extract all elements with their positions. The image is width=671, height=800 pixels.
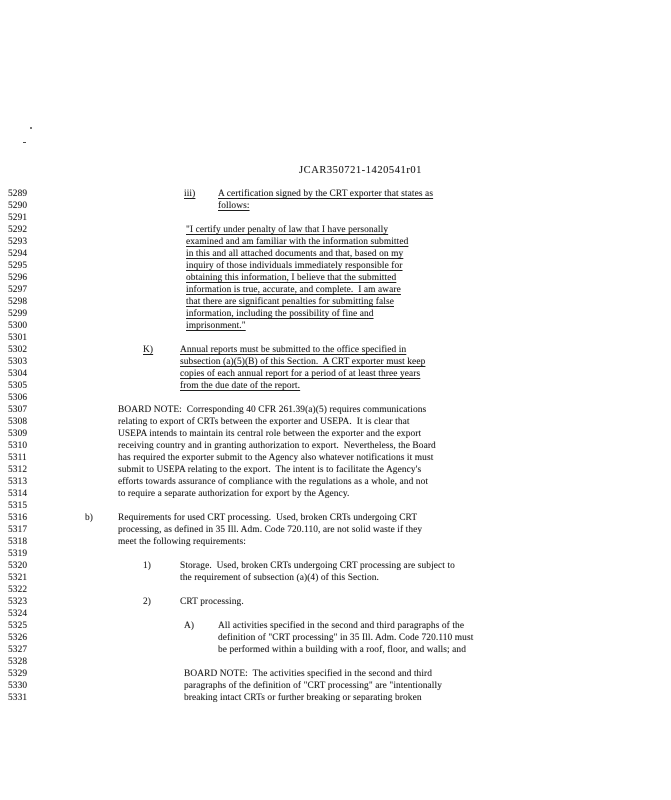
document-line bbox=[0, 320, 671, 332]
document-line bbox=[0, 284, 671, 296]
document-line bbox=[0, 188, 671, 200]
line-text: subsection (a)(5)(B) of this Section. A CRT exporter must keep bbox=[180, 357, 426, 367]
line-number: 5300 bbox=[8, 321, 28, 331]
line-text: paragraphs of the definition of "CRT processing" are "intentionally bbox=[184, 681, 443, 691]
document-line bbox=[0, 236, 671, 248]
line-text: processing, as defined in 35 Ill. Adm. Code 720.110, are not solid waste if they bbox=[118, 525, 423, 535]
line-text: to require a separate authorization for export by the Agency. bbox=[118, 489, 350, 499]
line-number: 5311 bbox=[8, 453, 27, 463]
line-number: 5298 bbox=[8, 297, 28, 307]
line-number: 5302 bbox=[8, 345, 28, 355]
line-text: relating to export of CRTs between the exporter and USEPA. It is clear that bbox=[118, 417, 410, 427]
document-line bbox=[0, 668, 671, 680]
line-number: 5301 bbox=[8, 333, 28, 343]
document-line bbox=[0, 260, 671, 272]
line-number: 5315 bbox=[8, 501, 28, 511]
line-text: in this and all attached documents and that, based on my bbox=[186, 249, 404, 259]
document-line bbox=[0, 476, 671, 488]
line-number: 5312 bbox=[8, 465, 28, 475]
document-line bbox=[0, 428, 671, 440]
document-line bbox=[0, 644, 671, 656]
line-text: information is true, accurate, and complete. I am aware bbox=[186, 285, 401, 295]
line-number: 5314 bbox=[8, 489, 28, 499]
document-line bbox=[0, 344, 671, 356]
document-line bbox=[0, 416, 671, 428]
document-line bbox=[0, 308, 671, 320]
list-item-label: A) bbox=[184, 621, 195, 631]
line-text: efforts towards assurance of compliance with the regulations as a whole, and not bbox=[118, 477, 429, 487]
document-line bbox=[0, 584, 671, 596]
line-number: 5318 bbox=[8, 537, 28, 547]
line-text: receiving country and in granting authorization to export. Nevertheless, the Board bbox=[118, 441, 436, 451]
line-text: BOARD NOTE: Corresponding 40 CFR 261.39(a)(5) requires communications bbox=[118, 405, 427, 415]
line-number: 5316 bbox=[8, 513, 28, 523]
line-number: 5319 bbox=[8, 549, 28, 559]
scan-artifact-dot bbox=[30, 127, 32, 129]
line-number: 5306 bbox=[8, 393, 28, 403]
line-text: from the due date of the report. bbox=[180, 381, 301, 391]
line-number: 5307 bbox=[8, 405, 28, 415]
line-text: information, including the possibility of fine and bbox=[186, 309, 374, 319]
line-number: 5321 bbox=[8, 573, 28, 583]
line-number: 5292 bbox=[8, 225, 28, 235]
document-line bbox=[0, 224, 671, 236]
document-line bbox=[0, 536, 671, 548]
line-text: A certification signed by the CRT exporter that states as bbox=[218, 189, 434, 199]
line-number: 5293 bbox=[8, 237, 28, 247]
document-line bbox=[0, 464, 671, 476]
document-line bbox=[0, 512, 671, 524]
line-text: USEPA intends to maintain its central role between the exporter and the export bbox=[118, 429, 422, 439]
document-line bbox=[0, 572, 671, 584]
line-text: submit to USEPA relating to the export. The intent is to facilitate the Agency's bbox=[118, 465, 422, 475]
document-line bbox=[0, 392, 671, 404]
line-text: obtaining this information, I believe that the submitted bbox=[186, 273, 397, 283]
line-number: 5295 bbox=[8, 261, 28, 271]
document-line bbox=[0, 248, 671, 260]
document-line bbox=[0, 440, 671, 452]
line-number: 5290 bbox=[8, 201, 28, 211]
line-text: Requirements for used CRT processing. Used, broken CRTs undergoing CRT bbox=[118, 513, 418, 523]
document-line bbox=[0, 692, 671, 704]
line-number: 5324 bbox=[8, 609, 28, 619]
line-number: 5303 bbox=[8, 357, 28, 367]
list-item-label: 2) bbox=[143, 597, 152, 607]
document-line bbox=[0, 560, 671, 572]
line-number: 5323 bbox=[8, 597, 28, 607]
line-number: 5304 bbox=[8, 369, 28, 379]
line-number: 5305 bbox=[8, 381, 28, 391]
line-text: BOARD NOTE: The activities specified in the second and third bbox=[184, 669, 433, 679]
document-line bbox=[0, 596, 671, 608]
line-number: 5322 bbox=[8, 585, 28, 595]
document-line bbox=[0, 296, 671, 308]
list-item-label: 1) bbox=[143, 561, 152, 571]
line-text: copies of each annual report for a period of at least three years bbox=[180, 369, 421, 379]
line-number: 5330 bbox=[8, 681, 28, 691]
line-number: 5296 bbox=[8, 273, 28, 283]
list-item-label: iii) bbox=[184, 189, 196, 199]
line-text: the requirement of subsection (a)(4) of this Section. bbox=[180, 573, 379, 583]
document-line bbox=[0, 524, 671, 536]
line-text: Annual reports must be submitted to the office specified in bbox=[180, 345, 407, 355]
line-number: 5320 bbox=[8, 561, 28, 571]
document-line bbox=[0, 368, 671, 380]
document-line bbox=[0, 200, 671, 212]
line-number: 5289 bbox=[8, 189, 28, 199]
line-number: 5297 bbox=[8, 285, 28, 295]
line-number: 5310 bbox=[8, 441, 28, 451]
document-line bbox=[0, 548, 671, 560]
list-item-label: b) bbox=[85, 513, 94, 523]
document-line bbox=[0, 404, 671, 416]
list-item-label: K) bbox=[143, 345, 154, 355]
document-line bbox=[0, 680, 671, 692]
line-number: 5309 bbox=[8, 429, 28, 439]
document-line bbox=[0, 272, 671, 284]
line-number: 5331 bbox=[8, 693, 28, 703]
line-text: imprisonment." bbox=[186, 321, 246, 331]
scan-artifact-dash bbox=[23, 142, 26, 143]
line-text: be performed within a building with a roof, floor, and walls; and bbox=[218, 645, 466, 655]
document-line bbox=[0, 632, 671, 644]
line-number: 5308 bbox=[8, 417, 28, 427]
document-line bbox=[0, 332, 671, 344]
document-id-header: JCAR350721-1420541r01 bbox=[299, 165, 422, 176]
line-number: 5291 bbox=[8, 213, 28, 223]
line-number: 5294 bbox=[8, 249, 28, 259]
line-number: 5299 bbox=[8, 309, 28, 319]
line-text: meet the following requirements: bbox=[118, 537, 246, 547]
line-number: 5313 bbox=[8, 477, 28, 487]
line-text: definition of "CRT processing" in 35 Ill. Adm. Code 720.110 must bbox=[218, 633, 474, 643]
document-line bbox=[0, 488, 671, 500]
line-text: has required the exporter submit to the Agency also whatever notifications it must bbox=[118, 453, 434, 463]
line-text: All activities specified in the second and third paragraphs of the bbox=[218, 621, 465, 631]
line-number: 5326 bbox=[8, 633, 28, 643]
document-line bbox=[0, 608, 671, 620]
line-number: 5327 bbox=[8, 645, 28, 655]
document-line bbox=[0, 656, 671, 668]
line-text: Storage. Used, broken CRTs undergoing CRT processing are subject to bbox=[180, 561, 455, 571]
document-line bbox=[0, 380, 671, 392]
line-number: 5328 bbox=[8, 657, 28, 667]
line-number: 5329 bbox=[8, 669, 28, 679]
line-text: breaking intact CRTs or further breaking or separating broken bbox=[184, 693, 422, 703]
line-text: CRT processing. bbox=[180, 597, 244, 607]
line-text: follows: bbox=[218, 201, 250, 211]
line-number: 5325 bbox=[8, 621, 28, 631]
document-line bbox=[0, 452, 671, 464]
line-number: 5317 bbox=[8, 525, 28, 535]
document-line bbox=[0, 620, 671, 632]
line-text: "I certify under penalty of law that I have personally bbox=[186, 225, 389, 235]
document-line bbox=[0, 356, 671, 368]
line-text: that there are significant penalties for submitting false bbox=[186, 297, 394, 307]
line-text: inquiry of those individuals immediately responsible for bbox=[186, 261, 403, 271]
document-line bbox=[0, 500, 671, 512]
document-line bbox=[0, 212, 671, 224]
line-text: examined and am familiar with the information submitted bbox=[186, 237, 409, 247]
